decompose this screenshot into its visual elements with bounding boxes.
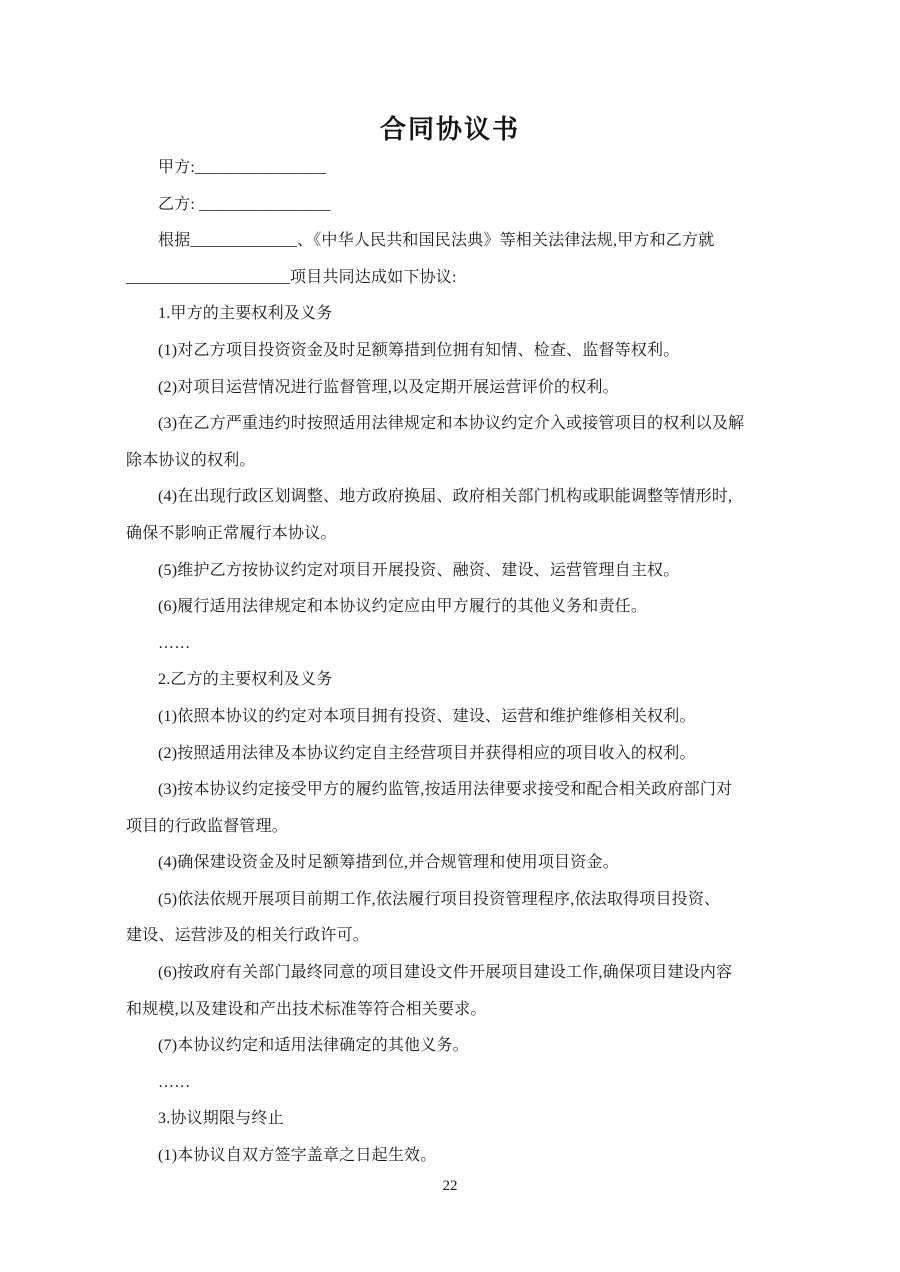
section-3-heading: 3.协议期限与终止 bbox=[158, 1110, 284, 1128]
section-1-item-1: (1)对乙方项目投资资金及时足额筹措到位拥有知情、检查、监督等权利。 bbox=[158, 341, 680, 359]
section-2-item-6-line-2: 和规模,以及建设和产出技术标准等符合相关要求。 bbox=[126, 1000, 487, 1018]
section-2-heading: 2.乙方的主要权利及义务 bbox=[158, 671, 333, 689]
section-1-item-5: (5)维护乙方按协议约定对项目开展投资、融资、建设、运营管理自主权。 bbox=[158, 561, 680, 579]
section-1-item-2: (2)对项目运营情况进行监督管理,以及定期开展运营评价的权利。 bbox=[158, 378, 619, 396]
party-a-line: 甲方:________________ bbox=[158, 159, 327, 176]
section-3-item-1: (1)本协议自双方签字盖章之日起生效。 bbox=[158, 1147, 437, 1165]
section-1-heading: 1.甲方的主要权利及义务 bbox=[158, 305, 333, 323]
section-2-item-3-line-1: (3)按本协议约定接受甲方的履约监管,按适用法律要求接受和配合相关政府部门对 bbox=[158, 781, 733, 799]
party-b-line: 乙方: ________________ bbox=[158, 195, 331, 213]
section-1-item-4-line-1: (4)在出现行政区划调整、地方政府换届、政府相关部门机构或职能调整等情形时, bbox=[158, 488, 733, 506]
page-title: 合同协议书 bbox=[379, 115, 520, 144]
preamble-line-2: ____________________项目共同达成如下协议: bbox=[126, 268, 457, 286]
page-number: 22 bbox=[442, 1178, 458, 1194]
section-2-item-7: (7)本协议约定和适用法律确定的其他义务。 bbox=[158, 1037, 469, 1055]
section-2-item-5-line-1: (5)依法依规开展项目前期工作,依法履行项目投资管理程序,依法取得项目投资、 bbox=[158, 890, 721, 908]
section-1-item-6: (6)履行适用法律规定和本协议约定应由甲方履行的其他义务和责任。 bbox=[158, 598, 648, 616]
contract-body bbox=[126, 150, 776, 1175]
section-1-item-3-line-1: (3)在乙方严重违约时按照适用法律规定和本协议约定介入或接管项目的权利以及解 bbox=[158, 415, 745, 433]
section-2-item-6-line-1: (6)按政府有关部门最终同意的项目建设文件开展项目建设工作,确保项目建设内容 bbox=[158, 964, 733, 982]
preamble-line-1: 根据_____________、《中华人民共和国民法典》等相关法律法规,甲方和乙方就 bbox=[158, 232, 715, 250]
section-2-item-3-line-2: 项目的行政监督管理。 bbox=[126, 817, 289, 835]
section-2-item-2: (2)按照适用法律及本协议约定自主经营项目并获得相应的项目收入的权利。 bbox=[158, 744, 696, 762]
section-1-item-3-line-2: 除本协议的权利。 bbox=[126, 451, 256, 469]
section-2-item-4: (4)确保建设资金及时足额筹措到位,并合规管理和使用项目资金。 bbox=[158, 854, 619, 872]
section-2-item-5-line-2: 建设、运营涉及的相关行政许可。 bbox=[126, 927, 370, 945]
section-1-item-4-line-2: 确保不影响正常履行本协议。 bbox=[126, 524, 337, 542]
section-1-ellipsis: …… bbox=[158, 634, 191, 652]
section-2-ellipsis: …… bbox=[158, 1073, 191, 1091]
section-2-item-1: (1)依照本协议的约定对本项目拥有投资、建设、运营和维护维修相关权利。 bbox=[158, 707, 696, 725]
